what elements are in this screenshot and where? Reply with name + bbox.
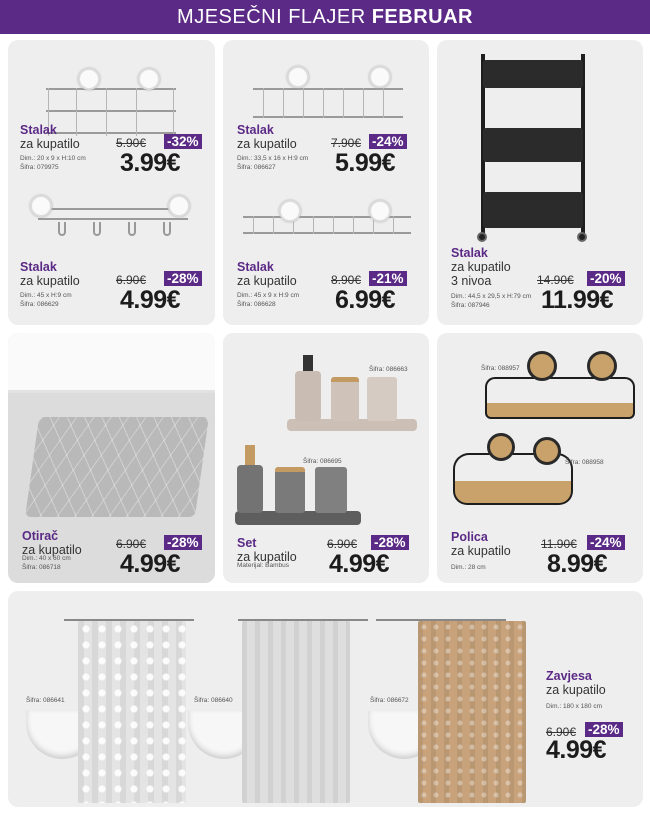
product-dims: Dim.: 45 x H:9 cm Šifra: 086629 — [20, 292, 72, 308]
suction-cup-icon — [168, 195, 190, 217]
discount-badge: -24% — [369, 134, 407, 149]
suction-cup-icon — [369, 200, 391, 222]
bath-mat-image — [25, 417, 209, 517]
old-price: 7.90€ — [331, 136, 362, 150]
discount-badge: -24% — [587, 535, 625, 550]
wire-rack-image — [253, 88, 403, 118]
discount-badge: -28% — [371, 535, 409, 550]
suction-cup-icon — [30, 195, 52, 217]
shower-curtain-image — [78, 621, 186, 803]
sale-price: 5.99€ — [335, 149, 396, 177]
old-price: 6.90€ — [546, 725, 577, 739]
hook-icon — [58, 222, 66, 236]
product-name: Stalak za kupatilo — [20, 260, 80, 288]
old-price: 6.90€ — [116, 273, 147, 287]
product-name: Polica za kupatilo — [451, 530, 511, 558]
dispenser-pump-icon — [245, 445, 255, 465]
product-dims: Materijal: Bambus — [237, 562, 290, 569]
trolley-basket — [483, 128, 583, 162]
soap-dispenser-image — [237, 465, 263, 513]
sale-price: 4.99€ — [120, 550, 181, 578]
shelf-image — [453, 481, 573, 505]
dispenser-pump-icon — [303, 355, 313, 371]
product-name: Set za kupatilo — [237, 536, 297, 564]
product-name: Otirač za kupatilo — [22, 529, 82, 557]
hook-rack-image — [38, 208, 188, 222]
product-dims: Dim.: 20 x 9 x H:10 cm Šifra: 079975 — [20, 155, 86, 171]
cup-image — [315, 467, 347, 513]
shower-curtain-image — [242, 621, 350, 803]
soap-dispenser-image — [295, 371, 321, 421]
sale-price: 4.99€ — [546, 736, 607, 764]
hook-icon — [93, 222, 101, 236]
hook-icon — [163, 222, 171, 236]
sale-price: 4.99€ — [329, 550, 390, 578]
product-card-curtains[interactable] — [8, 591, 643, 807]
wheel-icon — [477, 232, 487, 242]
discount-badge: -28% — [164, 535, 202, 550]
old-price: 6.90€ — [327, 537, 358, 551]
discount-badge: -28% — [585, 722, 623, 737]
old-price: 6.90€ — [116, 537, 147, 551]
product-dims: Dim.: 44,5 x 29,5 x H:79 cm Šifra: 087946 — [451, 293, 532, 309]
cup-image — [275, 467, 305, 513]
product-dims: Dim.: 180 x 180 cm — [546, 703, 602, 710]
old-price: 8.90€ — [331, 273, 362, 287]
shelf-rail — [485, 377, 635, 405]
product-code: Šifra: 086695 — [303, 458, 342, 465]
cup-image — [331, 377, 359, 421]
product-card-mat[interactable] — [8, 333, 215, 583]
sale-price: 4.99€ — [120, 286, 181, 314]
suction-cup-icon — [138, 68, 160, 90]
suction-cup-icon — [369, 66, 391, 88]
product-dims: Dim.: 40 x 60 cm Šifra: 086718 — [22, 555, 71, 571]
product-code: Šifra: 088958 — [565, 459, 604, 466]
suction-cup-icon — [279, 200, 301, 222]
old-price: 5.90€ — [116, 136, 147, 150]
old-price: 11.90€ — [541, 537, 577, 551]
product-dims: Dim.: 33,5 x 16 x H:9 cm Šifra: 086627 — [237, 155, 309, 171]
wall-mount-icon — [587, 351, 617, 381]
trolley-basket — [483, 60, 583, 88]
sale-price: 8.99€ — [547, 550, 608, 578]
header-title-bold: FEBRUAR — [371, 5, 473, 28]
discount-badge: -28% — [164, 271, 202, 286]
product-code: Šifra: 086672 — [370, 697, 409, 704]
sale-price: 3.99€ — [120, 149, 181, 177]
product-code: Šifra: 088957 — [481, 365, 520, 372]
product-name: Stalak za kupatilo 3 nivoa — [451, 246, 511, 288]
product-card-racks-a[interactable] — [8, 40, 215, 325]
suction-cup-icon — [287, 66, 309, 88]
wheel-icon — [577, 232, 587, 242]
product-card-trolley[interactable] — [437, 40, 643, 325]
bath-set-tray — [235, 511, 361, 525]
product-dims: Dim.: 28 cm — [451, 564, 486, 571]
product-code: Šifra: 086640 — [194, 697, 233, 704]
discount-badge: -32% — [164, 134, 202, 149]
sale-price: 11.99€ — [541, 286, 614, 314]
hook-icon — [128, 222, 136, 236]
flyer-header — [0, 0, 650, 34]
product-name: Stalak za kupatilo — [237, 123, 297, 151]
wall-mount-icon — [527, 351, 557, 381]
cup-image — [367, 377, 397, 421]
product-code: Šifra: 086663 — [369, 366, 408, 373]
discount-badge: -21% — [369, 271, 407, 286]
product-name: Stalak za kupatilo — [20, 123, 80, 151]
shower-curtain-image — [418, 621, 526, 803]
shelf-image — [485, 403, 635, 419]
product-name: Zavjesa za kupatilo — [546, 669, 606, 697]
product-name: Stalak za kupatilo — [237, 260, 297, 288]
wall-mount-icon — [533, 437, 561, 465]
wall-mount-icon — [487, 433, 515, 461]
suction-cup-icon — [78, 68, 100, 90]
product-dims: Dim.: 45 x 9 x H:9 cm Šifra: 086628 — [237, 292, 300, 308]
product-code: Šifra: 086641 — [26, 697, 65, 704]
header-title-light: MJESEČNI FLAJER — [177, 5, 366, 28]
product-card-shelf[interactable] — [437, 333, 643, 583]
product-card-racks-b[interactable] — [223, 40, 429, 325]
discount-badge: -20% — [587, 271, 625, 286]
product-card-bath-set[interactable] — [223, 333, 429, 583]
sale-price: 6.99€ — [335, 286, 396, 314]
old-price: 14.90€ — [537, 273, 574, 287]
trolley-basket — [483, 192, 583, 228]
cabinet-background — [8, 333, 215, 393]
